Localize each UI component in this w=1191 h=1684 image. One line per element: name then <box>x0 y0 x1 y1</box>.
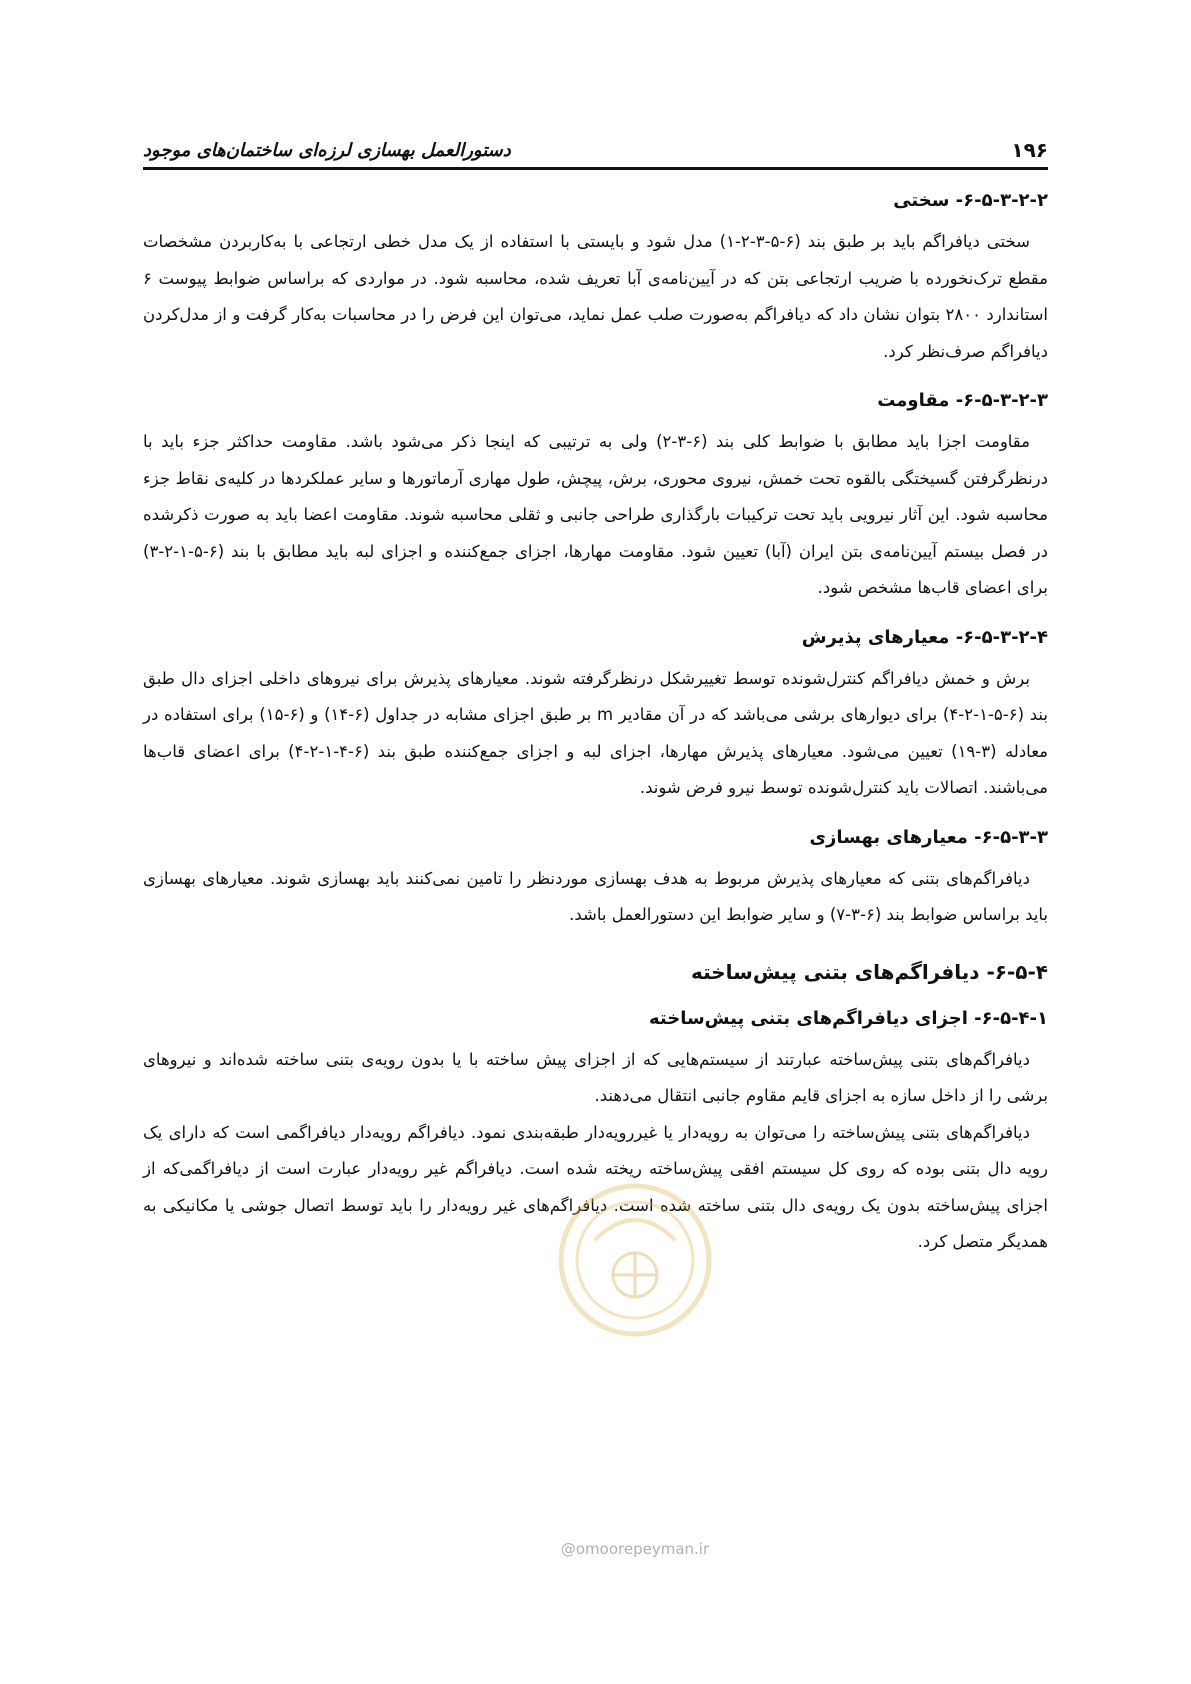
watermark-text: @omoorepeyman.ir <box>560 1540 710 1558</box>
body-paragraph: دیافراگم‌های بتنی پیش‌ساخته عبارتند از سیستم‌هایی که از اجزای پیش ساخته با یا بدون رویه‌ی بتنی ساخته شده‌اند و نیروهای برشی را از داخل سازه به اجزای قایم مقاوم جانبی انتقال می‌دهند. <box>143 1049 1048 1105</box>
section-heading: ۶-۵-۴-۱- اجزای دیافراگم‌های بتنی پیش‌ساخته <box>648 1007 1048 1029</box>
section-heading: ۶-۵-۳-۲-۲- سختی <box>893 190 1048 211</box>
body-paragraph: برش و خمش دیافراگم کنترل‌شونده توسط تغییرشکل درنظرگرفته شوند. معیارهای پذیرش برای نیروهای داخلی اجزای دال طبق بند (۶-۵-۱-۲-۴) برای دیوارهای برشی می‌باشد که در آن مقادیر m بر طبق اجزای مشابه در جداول (۶-۱۴) و (۶-۱۵) برای استفاده در معادله (۳-۱۹) تعیین می‌شود. معیارهای پذیرش مهارها، اجزای لبه و اجزای جمع‌کننده طبق بند (۶-۴-۱-۲-۴) برای اعضای قاب‌ها می‌باشند. اتصالات باید کنترل‌شونده توسط نیرو فرض شوند. <box>143 668 1048 797</box>
running-title: دستورالعمل بهسازی لرزه‌ای ساختمان‌های موجود <box>143 139 511 161</box>
body-paragraph: دیافراگم‌های بتنی که معیارهای پذیرش مربوط به هدف بهسازی موردنظر را تامین نمی‌کنند باید بهسازی شوند. معیارهای بهسازی باید براساس ضوابط بند (۶-۳-۷) و سایر ضوابط این دستورالعمل باشد. <box>143 868 1048 924</box>
page-body <box>143 186 1048 1261</box>
body-paragraph: مقاومت اجزا باید مطابق با ضوابط کلی بند (۶-۳-۲) ولی به ترتیبی که اینجا ذکر می‌شود باشد. مقاومت حداکثر جزء باید با درنظرگرفتن گسیختگی بالقوه تحت خمش، نیروی محوری، برش، پیچش، طول مهاری آرماتورها و سایر عملکردها در کلیه‌ی نقاط جزء محاسبه شود. این آثار نیرویی باید تحت ترکیبات بارگذاری طراحی جانبی و ثقلی محاسبه شوند. مقاومت اعضا باید به صورت ذکرشده در فصل بیستم آیین‌نامه‌ی بتن ایران (آبا) تعیین شود. مقاومت مهارها، اجزای جمع‌کننده و اجزای لبه باید مطابق با بند (۶-۵-۱-۲-۳) برای اعضای قاب‌ها مشخص شود. <box>143 432 1048 597</box>
section-heading: ۶-۵-۴- دیافراگم‌های بتنی پیش‌ساخته <box>690 959 1048 984</box>
body-paragraph: دیافراگم‌های بتنی پیش‌ساخته را می‌توان به رویه‌دار یا غیررویه‌دار طبقه‌بندی نمود. دیافراگم رویه‌دار دیافراگمی است که دارای یک رویه دال بتنی بوده که روی کل سیستم افقی پیش‌ساخته ریخته شده است. دیافراگم غیر رویه‌دار عبارت است از دیافراگمی‌که از اجزای پیش‌ساخته بدون یک رویه‌ی دال بتنی ساخته شده است. دیافراگم‌های غیر رویه‌دار را باید توسط اتصال جوشی یا مکانیکی به همدیگر متصل کرد. <box>143 1122 1048 1251</box>
section-heading: ۶-۵-۳-۲-۳- مقاومت <box>877 390 1048 411</box>
section-heading: ۶-۵-۳-۲-۴- معیارهای پذیرش <box>801 626 1048 648</box>
body-paragraph: سختی دیافراگم باید بر طبق بند (۶-۵-۳-۲-۱) مدل شود و بایستی با استفاده از یک مدل خطی ارتجاعی با به‌کاربردن مشخصات مقطع ترک‌نخورده با ضریب ارتجاعی بتن که در آیین‌نامه‌ی آبا تعریف شده، محاسبه شود. در مواردی که براساس ضوابط پیوست ۶ استاندارد ۲۸۰۰ بتوان نشان داد که دیافراگم به‌صورت صلب عمل نماید، می‌توان این فرض را در محاسبات به‌کار گرفت و از مدل‌کردن دیافراگم صرف‌نظر کرد. <box>143 232 1048 361</box>
page-header <box>143 138 1048 162</box>
header-rule <box>143 167 1048 170</box>
page-number: ۱۹۶ <box>1011 138 1048 162</box>
section-heading: ۶-۵-۳-۳- معیارهای بهسازی <box>809 826 1048 848</box>
